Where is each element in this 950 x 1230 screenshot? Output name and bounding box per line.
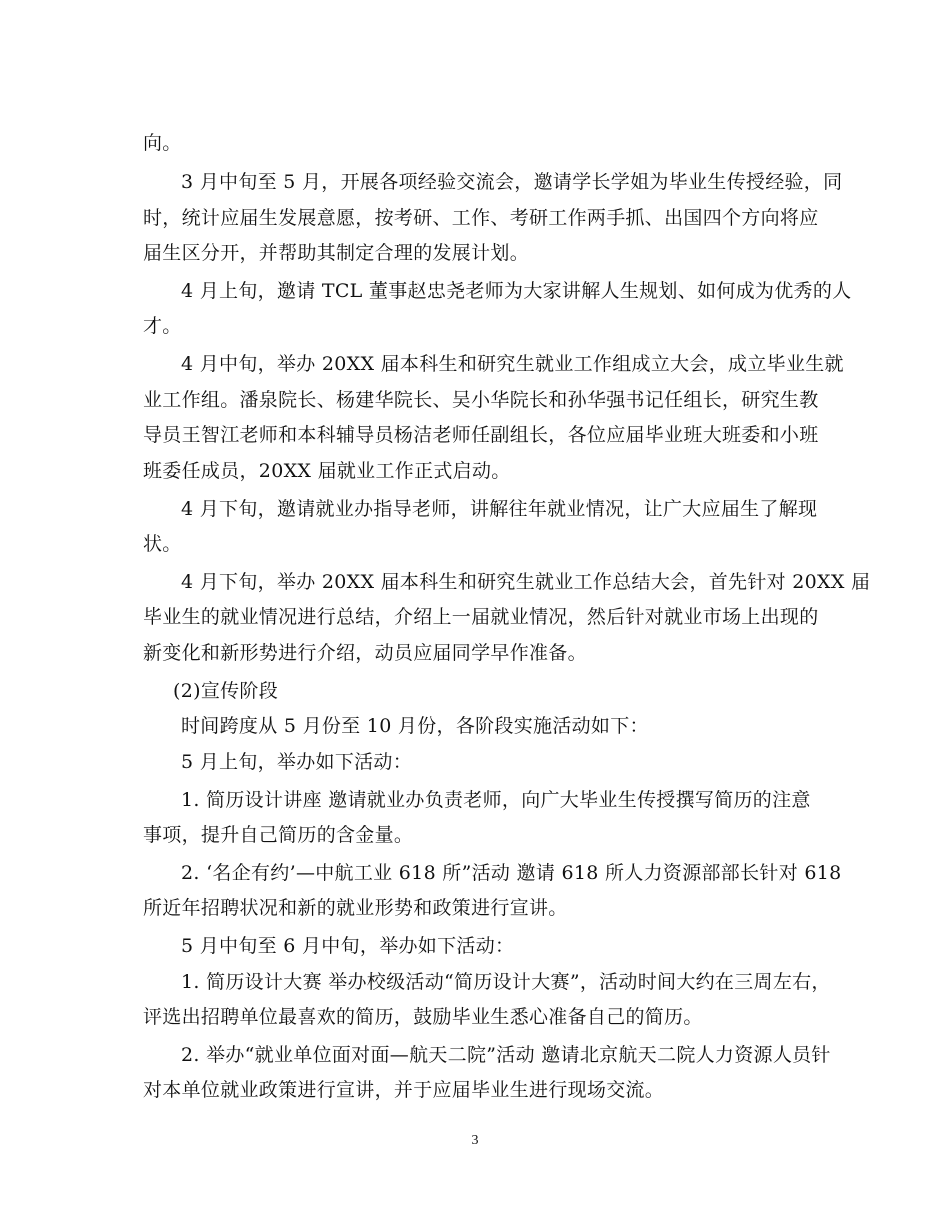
text-line: 班委任成员，20XX 届就业工作正式启动。 (143, 460, 511, 482)
text-line: 时，统计应届生发展意愿，按考研、工作、考研工作两手抓、出国四个方向将应 (143, 207, 819, 229)
text-line: 2. ‘名企有约’—中航工业 618 所”活动 邀请 618 所人力资源部部长针对 618 (181, 862, 842, 884)
text-line: 4 月下旬，举办 20XX 届本科生和研究生就业工作总结大会，首先针对 20XX 届 (181, 571, 871, 593)
text-line: 新变化和新形势进行介绍，动员应届同学早作准备。 (143, 642, 587, 664)
text-line: 状。 (143, 533, 182, 555)
text-line: 时间跨度从 5 月份至 10 月份，各阶段实施活动如下： (181, 715, 649, 737)
text-line: 届生区分开，并帮助其制定合理的发展计划。 (143, 242, 530, 264)
text-line: 导员王智江老师和本科辅导员杨洁老师任副组长，各位应届毕业班大班委和小班 (143, 424, 819, 446)
text-line: 向。 (143, 132, 182, 154)
text-line: 1. 简历设计讲座 邀请就业办负责老师，向广大毕业生传授撰写简历的注意 (181, 789, 811, 811)
text-line: 业工作组。潘泉院长、杨建华院长、吴小华院长和孙华强书记任组长，研究生教 (143, 389, 819, 411)
text-line: 事项，提升自己简历的含金量。 (143, 824, 414, 846)
text-line: 评选出招聘单位最喜欢的简历，鼓励毕业生悉心准备自己的简历。 (143, 1006, 703, 1028)
text-line: 5 月中旬至 6 月中旬，举办如下活动： (181, 935, 515, 957)
text-line: 毕业生的就业情况进行总结，介绍上一届就业情况，然后针对就业市场上出现的 (143, 606, 819, 628)
text-line: 4 月中旬，举办 20XX 届本科生和研究生就业工作组成立大会，成立毕业生就 (181, 353, 844, 375)
section-heading: (2)宣传阶段 (173, 680, 279, 702)
text-line: 所近年招聘状况和新的就业形势和政策进行宣讲。 (143, 897, 568, 919)
text-line: 2. 举办“就业单位面对面—航天二院”活动 邀请北京航天二院人力资源人员针 (181, 1044, 831, 1066)
text-line: 1. 简历设计大赛 举办校级活动“简历设计大赛”，活动时间大约在三周左右， (181, 971, 831, 993)
text-line: 3 月中旬至 5 月，开展各项经验交流会，邀请学长学姐为毕业生传授经验，同 (181, 171, 843, 193)
page-number: 3 (471, 1133, 479, 1148)
text-line: 才。 (143, 315, 182, 337)
text-line: 4 月上旬，邀请 TCL 董事赵忠尧老师为大家讲解人生规划、如何成为优秀的人 (181, 280, 852, 302)
text-line: 4 月下旬，邀请就业办指导老师，讲解往年就业情况，让广大应届生了解现 (181, 498, 818, 520)
text-line: 5 月上旬，举办如下活动： (181, 751, 413, 773)
text-line: 对本单位就业政策进行宣讲，并于应届毕业生进行现场交流。 (143, 1079, 665, 1101)
